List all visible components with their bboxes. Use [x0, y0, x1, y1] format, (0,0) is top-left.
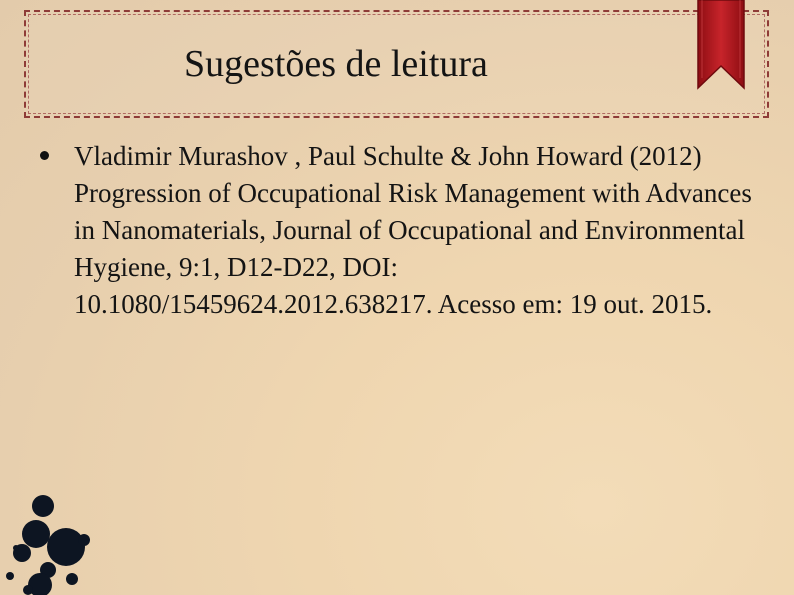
bookmark-ribbon-icon: [696, 0, 746, 90]
ink-splatter-icon: [0, 480, 110, 595]
reference-text: Vladimir Murashov , Paul Schulte & John Howard (2012) Progression of Occupational Risk Management with Advances in Nanomaterials, Journal of Occupational and Environmental Hygiene, 9:1, D12-D22, DOI: 10.1080/15459624.2012.638217. Acesso em: 19 out. 2015.: [74, 141, 752, 319]
slide-title: Sugestões de leitura: [184, 43, 488, 85]
list-item: [40, 138, 752, 323]
bullet-icon: [40, 151, 49, 160]
reading-list: [40, 138, 752, 323]
